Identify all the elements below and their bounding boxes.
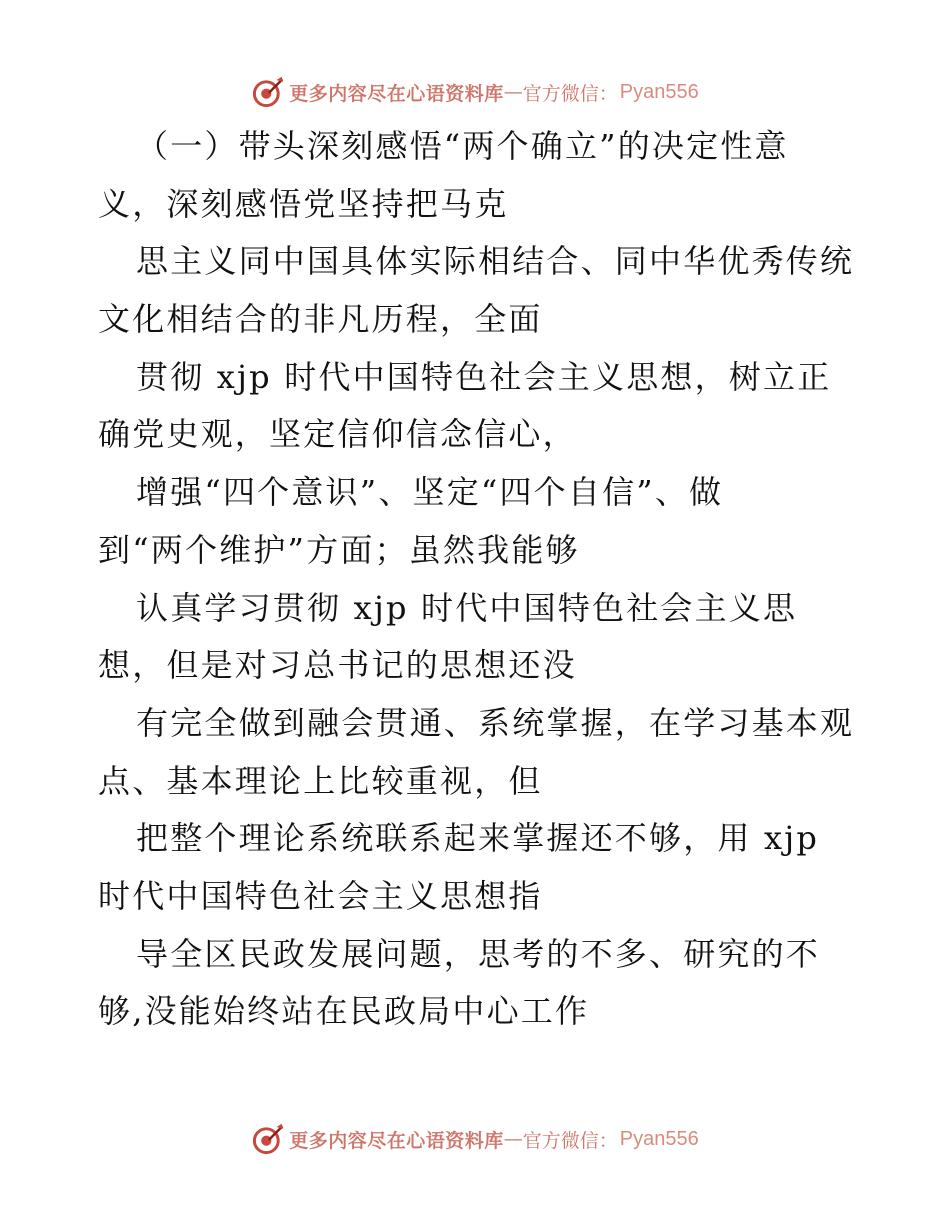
quill-logo-icon xyxy=(251,1122,285,1156)
text-line: 导全区民政发展问题，思考的不多、研究的不 xyxy=(136,934,821,973)
text-line: 有完全做到融会贯通、系统掌握，在学习基本观 xyxy=(136,703,855,742)
text-line: 够,没能始终站在民政局中心工作 xyxy=(98,992,590,1031)
quill-logo-icon xyxy=(251,75,285,109)
text-line: 确党史观，坚定信仰信念信心， xyxy=(98,415,577,454)
watermark-dash: — xyxy=(503,1128,523,1150)
watermark-id: Pyan556 xyxy=(619,80,699,103)
text-line: 点、基本理论上比较重视，但 xyxy=(98,761,543,800)
watermark-label: 官方微信： xyxy=(522,1129,618,1152)
text-line: （一）带头深刻感悟“两个确立”的决定性意 xyxy=(136,127,789,165)
text-line: 义，深刻感悟党坚持把马克 xyxy=(98,184,509,223)
text-line: 贯彻 xjp 时代中国特色社会主义思想，树立正 xyxy=(136,357,832,396)
watermark-main-text: 更多内容尽在心语资料库 xyxy=(289,1129,504,1152)
text-line: 把整个理论系统联系起来掌握还不够，用 xjp xyxy=(136,819,820,858)
watermark-banner-bottom xyxy=(0,1119,950,1159)
text-line: 文化相结合的非凡历程，全面 xyxy=(98,300,543,339)
watermark-label: 官方微信： xyxy=(522,82,618,105)
text-line: 想，但是对习总书记的思想还没 xyxy=(98,646,577,685)
watermark-banner-top xyxy=(0,72,950,112)
text-line: 时代中国特色社会主义思想指 xyxy=(98,876,543,915)
text-line: 认真学习贯彻 xjp 时代中国特色社会主义思 xyxy=(136,588,798,627)
text-line: 增强“四个意识”、坚定“四个自信”、做 xyxy=(136,473,724,512)
watermark-id: Pyan556 xyxy=(619,1127,699,1150)
watermark-dash: — xyxy=(503,81,523,103)
text-line: 到“两个维护”方面；虽然我能够 xyxy=(98,530,580,569)
document-body xyxy=(98,118,898,1041)
text-line: 思主义同中国具体实际相结合、同中华优秀传统 xyxy=(136,242,855,281)
watermark-main-text: 更多内容尽在心语资料库 xyxy=(289,82,504,105)
